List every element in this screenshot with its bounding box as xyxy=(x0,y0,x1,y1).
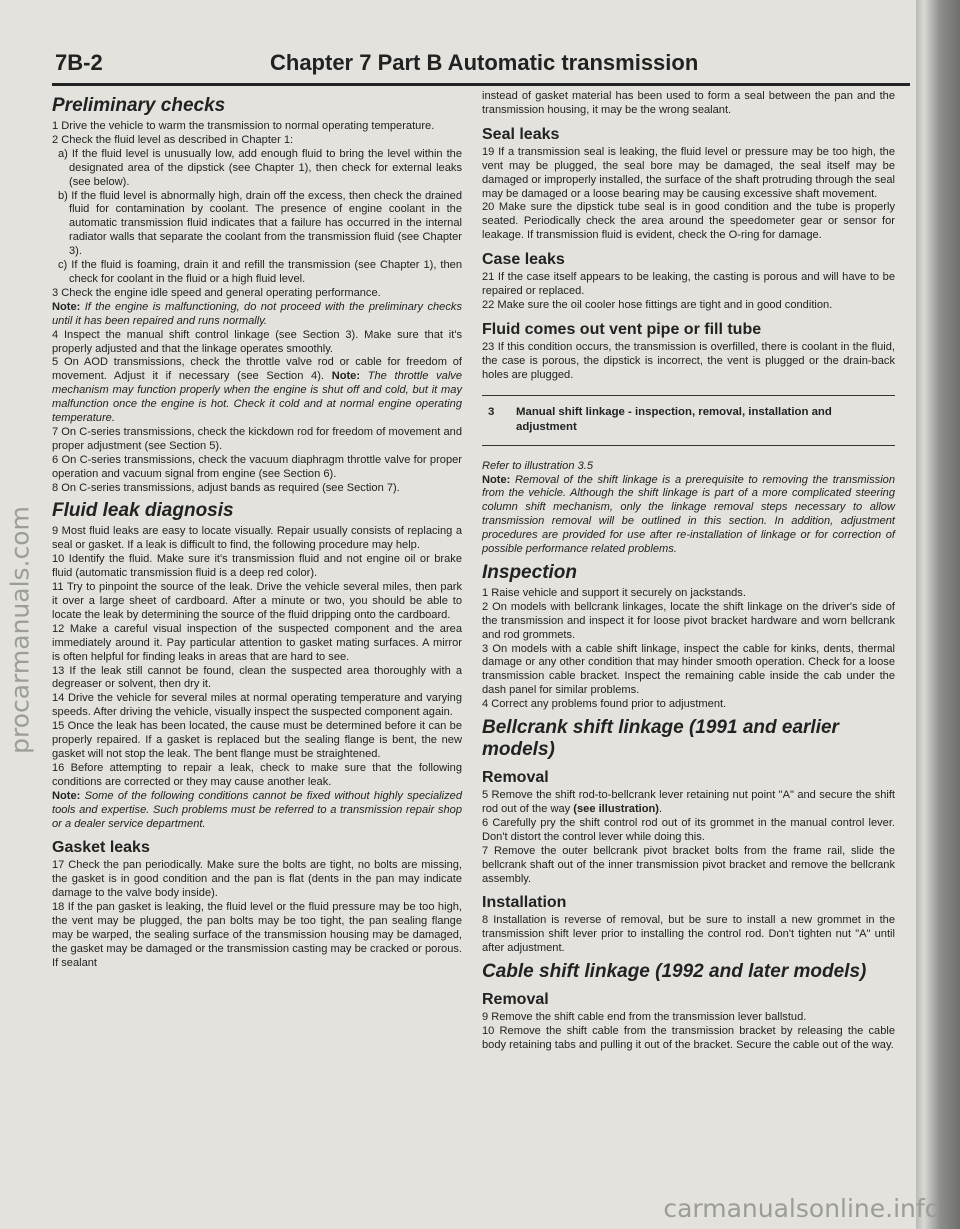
page-number: 7B-2 xyxy=(55,50,103,75)
note-label: Note: xyxy=(52,300,81,313)
note-text: The throttle valve mechanism may function properly when the engine is shut off and cold, but it may malfunction once the engine is hot. Check it cold and at normal engine operating temperature. xyxy=(52,370,462,425)
note-label: Note: xyxy=(52,789,81,802)
section-title xyxy=(482,405,895,435)
paragraph: 1 Raise vehicle and support it securely on jackstands. xyxy=(482,586,746,599)
paragraph: 10 Identify the fluid. Make sure it's transmission fluid and not engine oil or brake fluid (automatic transmission fluid is a deep red color). xyxy=(52,553,462,580)
note-label: Note: xyxy=(482,473,511,486)
sub-heading: Gasket leaks xyxy=(52,839,150,857)
illustration-ref xyxy=(482,460,895,474)
paragraph-text: 5 On AOD transmissions, check the throttle valve rod or cable for freedom of movement. Adjust it if necessary (see Section 4). xyxy=(52,356,462,383)
paragraph: 6 On C-series transmissions, check the vacuum diaphragm throttle valve for proper operation and vacuum signal from engine (see Section 6). xyxy=(52,453,462,480)
section-heading: Preliminary checks xyxy=(52,95,226,116)
paragraph xyxy=(52,356,462,426)
paragraph: 11 Try to pinpoint the source of the leak. Drive the vehicle several miles, then park it over a large sheet of cardboard. After a minute or two, you should be able to locate the leak by determining the source of the fluid dripping onto the cardboard. xyxy=(52,581,462,621)
page-header xyxy=(52,47,910,86)
watermark-left: procarmanuals.com xyxy=(5,506,35,754)
section-heading: Cable shift linkage (1992 and later models) xyxy=(482,961,867,983)
paragraph: 1 Drive the vehicle to warm the transmission to normal operating temperature. xyxy=(52,120,435,132)
paragraph-text: . xyxy=(658,803,663,815)
sub-heading: Fluid comes out vent pipe or fill tube xyxy=(482,320,762,338)
section-heading: Inspection xyxy=(482,561,578,583)
left-column xyxy=(52,90,462,971)
paragraph: instead of gasket material has been used to form a seal between the pan and the transmission housing, it may be the wrong sealant. xyxy=(482,90,895,116)
paragraph: 4 Correct any problems found prior to adjustment. xyxy=(482,698,727,711)
paragraph: 14 Drive the vehicle for several miles at normal operating temperature and varying speeds. After driving the vehicle, visually inspect the suspected component again. xyxy=(52,692,462,719)
paragraph: 8 Installation is reverse of removal, but be sure to install a new grommet in the transmission shift lever prior to installing the control rod. Don't tighten nut "A" until after adjustment. xyxy=(482,914,895,955)
note-label: Note: xyxy=(331,370,361,383)
paragraph: 19 If a transmission seal is leaking, the fluid level or pressure may be too high, the vent may be plugged, the seal bore may be damaged, the seal itself may be damaged or improperly installed, the surface of the shaft protruding through the seal may be damaged or a loose bearing may be causing excessive shaft movement. xyxy=(482,145,895,200)
section-title-text: Manual shift linkage - inspection, removal, installation and adjustment xyxy=(516,405,832,433)
paragraph: 23 If this condition occurs, the transmission is overfilled, there is coolant in the fluid, the case is porous, the dipstick is incorrect, the vent is plugged or the drain-back holes are plugged. xyxy=(482,340,895,381)
note-text: Removal of the shift linkage is a prerequisite to removing the transmission from the vehicle. Although the shift linkage is part of a more complicated steering column shift mechanism, only the linkage removal steps necessary to allow transmission removal will be outlined in this section. In addition, adjustment procedures are provided for use after re-installation of linkage or for correction of possible performance related problems. xyxy=(482,473,895,556)
paragraph: 7 On C-series transmissions, check the kickdown rod for freedom of movement and proper adjustment (see Section 5). xyxy=(52,425,462,452)
paragraph: 20 Make sure the dipstick tube seal is in good condition and the tube is properly seated. Periodically check the area around the speedometer gear or sensor for leakage. If transmission fluid is evident, check the O-ring for damage. xyxy=(482,201,895,242)
paragraph: 16 Before attempting to repair a leak, check to make sure that the following conditions are corrected or they may cause another leak. xyxy=(52,761,462,788)
note xyxy=(482,474,895,557)
paragraph: 21 If the case itself appears to be leaking, the casting is porous and will have to be repaired or replaced. xyxy=(482,271,895,298)
paragraph: 18 If the pan gasket is leaking, the fluid level or the fluid pressure may be too high, the vent may be plugged, the pan bolts may be too tight, the pan sealing flange may be warped, the sealing surface of the transmission housing may be damaged, the gasket may be damaged or the transmission casting may be cracked or porous. If sealant xyxy=(52,901,462,969)
sub-heading: Case leaks xyxy=(482,251,565,269)
section-heading: Fluid leak diagnosis xyxy=(52,500,234,522)
section-heading: Bellcrank shift linkage (1991 and earlier models) xyxy=(482,717,839,761)
section-number: 3 xyxy=(488,405,495,418)
paragraph: 4 Inspect the manual shift control linkage (see Section 3). Make sure that it's properly adjusted and that the linkage operates smoothly. xyxy=(52,328,462,355)
note-text: If the engine is malfunctioning, do not proceed with the preliminary checks until it has been repaired and runs normally. xyxy=(52,300,462,327)
paragraph: 8 On C-series transmissions, adjust bands as required (see Section 7). xyxy=(52,481,400,494)
paragraph: 15 Once the leak has been located, the cause must be determined before it can be properly repaired. If a gasket is replaced but the sealing flange is bent, the new gasket will not stop the leak. The bent flange must be straightened. xyxy=(52,720,462,760)
sub-heading: Installation xyxy=(482,894,567,912)
right-column xyxy=(482,90,895,1053)
paragraph: 3 On models with a cable shift linkage, inspect the cable for kinks, dents, thermal damage or any other condition that may hinder smooth operation. Check for a loose transmission cable bracket. Inspect the remaining cable inside the cab under the dash panel for similar problems. xyxy=(482,642,895,697)
sub-heading: Removal xyxy=(482,769,549,787)
note xyxy=(52,790,462,832)
paragraph: 17 Check the pan periodically. Make sure the bolts are tight, no bolts are missing, the gasket is in good condition and the pan is flat (dents in the pan may indicate damage to the valve body inside). xyxy=(52,859,462,900)
paragraph: 3 Check the engine idle speed and general operating performance. xyxy=(52,286,381,299)
page-binding-shadow xyxy=(916,0,960,1229)
paragraph: 7 Remove the outer bellcrank pivot bracket bolts from the frame rail, slide the bellcrank shaft out of the inner transmission pivot bracket and remove the bellcrank assembly. xyxy=(482,844,895,885)
paragraph: 22 Make sure the oil cooler hose fittings are tight and in good condition. xyxy=(482,298,833,311)
paragraph: 2 Check the fluid level as described in Chapter 1: xyxy=(52,133,294,146)
sub-item: a) If the fluid level is unusually low, add enough fluid to bring the level within the designated area of the dipstick (see Chapter 1), then check for external leaks (see below). xyxy=(58,147,462,188)
paragraph-text: 5 Remove the shift rod-to-bellcrank lever retaining nut point "A" and secure the shift rod out of the way xyxy=(482,789,895,815)
section-title-box xyxy=(482,395,895,446)
paragraph: 2 On models with bellcrank linkages, locate the shift linkage on the driver's side of the transmission and inspect it for loose pivot bracket hardware and worn bellcrank and rod grommets. xyxy=(482,600,895,641)
note xyxy=(52,301,462,329)
chapter-title: Chapter 7 Part B Automatic transmission xyxy=(270,50,699,75)
paragraph: 13 If the leak still cannot be found, clean the suspected area thoroughly with a degreaser or solvent, then dry it. xyxy=(52,664,462,691)
paragraph xyxy=(482,789,895,817)
paragraph: 12 Make a careful visual inspection of the suspected component and the area immediately around it. Pay particular attention to gasket mating surfaces. A mirror is often helpful for finding leaks in areas that are hard to see. xyxy=(52,622,462,663)
paragraph: 9 Most fluid leaks are easy to locate visually. Repair usually consists of replacing a seal or gasket. If a leak is difficult to find, the following procedure may help. xyxy=(52,525,462,552)
sub-item: b) If the fluid level is abnormally high, drain off the excess, then check the drained fluid for contamination by coolant. The presence of engine coolant in the automatic transmission fluid indicates that a failure has occurred in the internal radiator walls that separate the coolant from the transmission fluid (see Chapter 3). xyxy=(58,189,462,258)
paragraph: 6 Carefully pry the shift control rod out of its grommet in the manual control lever. Don't distort the control lever while doing this. xyxy=(482,816,895,843)
sub-item: c) If the fluid is foaming, drain it and refill the transmission (see Chapter 1), then check for coolant in the fluid or a high fluid level. xyxy=(58,259,462,285)
paragraph: 9 Remove the shift cable end from the transmission lever ballstud. xyxy=(482,1011,807,1024)
paragraph: 10 Remove the shift cable from the transmission bracket by releasing the cable body retaining tabs and pulling it out of the bracket. Secure the cable out of the way. xyxy=(482,1025,895,1051)
illustration-link: (see illustration) xyxy=(573,803,659,815)
sub-heading: Seal leaks xyxy=(482,125,560,143)
sub-heading: Removal xyxy=(482,991,549,1009)
illustration-ref-text: Refer to illustration 3.5 xyxy=(482,459,593,472)
watermark-bottom: carmanualsonline.info xyxy=(663,1194,940,1223)
note-text: Some of the following conditions cannot be fixed without highly specialized tools and expertise. Such problems must be referred to a transmission repair shop or a dealer service department. xyxy=(52,789,462,830)
